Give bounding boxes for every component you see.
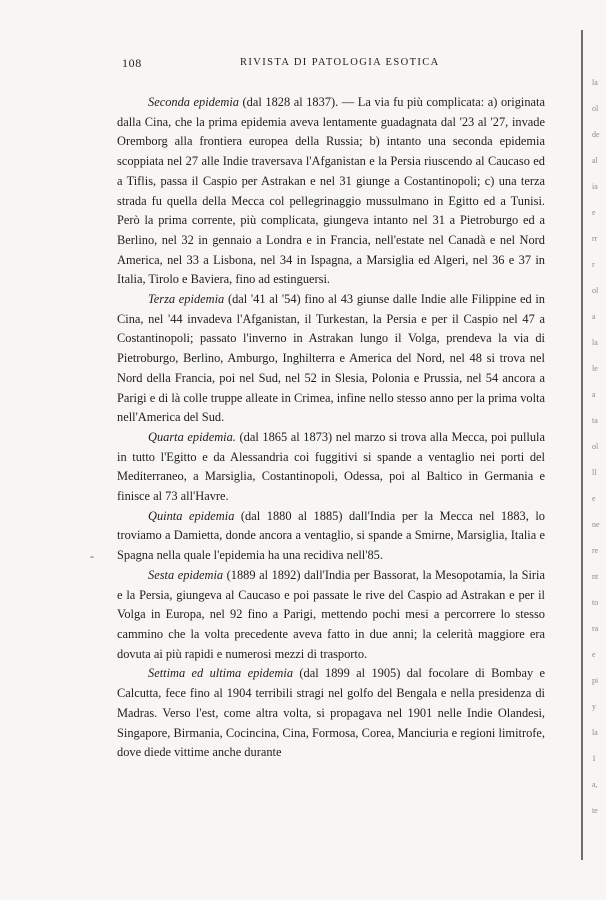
bleed-fragment: y [592, 702, 596, 711]
paragraph-lead: Seconda epidemia [148, 95, 239, 109]
bleed-fragment: la [592, 728, 598, 737]
running-title: RIVISTA DI PATOLOGIA ESOTICA [240, 57, 440, 68]
bleed-fragment: 1 [592, 754, 596, 763]
paragraph-terza-epidemia [117, 290, 545, 428]
paragraph-lead: Sesta epidemia [148, 567, 224, 582]
paragraph-settima-epidemia [117, 664, 545, 763]
paragraph-text: (dal 1899 al 1905) dal focolare di Bombay e Calcutta, fece fino al 1904 terribili stragi nel golfo del Bengala e nella presidenza di Madras. Verso l'est, come altra volta, si propagava nel 1901 nelle Indie Olandesi, Singapore, Birmania, Cocincina, Cina, Formosa, Corea, Manciuria e regioni limitrofe, dove diede vittime anche durante [117, 666, 545, 760]
paragraph-text: (dal 1828 al 1837). — La via fu più complicata: a) originata dalla Cina, che la prima epidemia aveva lentamente guadagnata dal '23 al '27, invade Oremborg alla frontiera europea della Russia; b) intanto una seconda epidemia scoppiata nel 27 alle Indie traversava l'Afganistan e la Persia riuscendo al Caucaso ed a Tiflis, passa il Caspio per Astrakan e nel 31 giunge a Costantinopoli; c) una terza strada fu quella della Mecca col pellegrinaggio mussulmano in Egitto ed a Tunisi. Però la prima corrente, più complicata, giungeva intanto nel 31 a Pietroburgo ed a Berlino, nel 32 in gennaio a Londra e in Francia, nell'estate nel Canadà e nel Nord America, nel 33 a Lisbona, nel 34 in Ispagna, a Marsiglia ed Algeri, nel 36 e 37 in Italia, Tirolo e Baviera, fino ad estinguersi. [117, 95, 545, 287]
bleed-fragment: nt [592, 572, 599, 581]
body-text [117, 93, 545, 763]
bleed-fragment: to [592, 598, 599, 607]
bleed-fragment: ol [592, 286, 599, 295]
paragraph-lead: Terza epidemia [148, 292, 225, 307]
bleed-fragment: re [592, 546, 599, 555]
paragraph-lead: Quarta epidemia. [148, 429, 236, 444]
page-number: 108 [122, 56, 142, 70]
bleed-fragment: le [592, 364, 598, 373]
margin-dash: - [90, 549, 94, 563]
paragraph-quarta-epidemia [117, 428, 545, 507]
bleed-fragment: al [592, 156, 598, 165]
paragraph-lead: Settima ed ultima epidemia [148, 666, 294, 681]
paragraph-sesta-epidemia [117, 566, 545, 665]
bleed-fragment: r [592, 260, 595, 269]
bleed-fragment: ta [592, 416, 598, 425]
bleed-fragment: te [592, 806, 598, 815]
page-edge-shadow [581, 30, 583, 860]
running-header [122, 56, 546, 72]
bleed-fragment: a [592, 312, 596, 321]
bleed-fragment: la [592, 338, 598, 347]
bleed-fragment: ra [592, 624, 599, 633]
bleed-fragment: la [592, 78, 598, 87]
bleed-fragment: ia [592, 182, 598, 191]
bleed-fragment: pi [592, 676, 599, 685]
bleed-fragment: de [592, 130, 600, 139]
paragraph-lead: Quinta epidemia [148, 508, 235, 523]
bleed-fragment: ne [592, 520, 600, 529]
bleed-fragment: ol [592, 442, 599, 451]
paragraph-text: (dal '41 al '54) fino al 43 giunse dalle Indie alle Filippine ed in Cina, nel '44 invadeva l'Afganistan, il Turkestan, la Persia e per il Caspio nel 47 a Costantinopoli; passato l'inverno in Astrakan lungo il Volga, prendeva la via di Pietroburgo, Berlino, Amburgo, Inghilterra e America del Nord, nel 48 si trova nel Nord della Francia, poi nel Sud, nel 52 in Slesia, Polonia e Prussia, nel 54 ancora a Parigi e di là colle truppe alleate in Crimea, infine nello stesso anno per la prima volta nell'America del Sud. [117, 292, 546, 425]
bleed-fragment: rr [592, 234, 598, 243]
bleed-fragment: a [592, 390, 596, 399]
paragraph-quinta-epidemia [117, 507, 545, 566]
opposite-page-bleed-through [592, 70, 606, 870]
paragraph-text: (dal 1880 al 1885) dall'India per la Mecca nel 1883, lo troviamo a Damietta, donde ancora a ventaglio, si spande a Smirne, Marsiglia, Italia e Spagna nella quale l'epidemia ha una recidiva nell'85. [117, 508, 545, 563]
bleed-fragment: e [592, 494, 596, 503]
bleed-fragment: e [592, 208, 596, 217]
paragraph-text: (1889 al 1892) dall'India per Bassorat, la Mesopotamia, la Siria e la Persia, giungeva al Caucaso e poi passate le rive del Caspio ad Astrakan e per il Volga in Europa, nel 92 fino a Parigi, mettendo pochi mesi a percorrere lo stesso cammino che la volta precedente aveva fatto in due anni; la celerità maggiore era dovuta ai più rapidi e numerosi mezzi di trasporto. [117, 567, 545, 661]
bleed-fragment: ol [592, 104, 599, 113]
bleed-fragment: ll [592, 468, 597, 477]
bleed-fragment: e [592, 650, 596, 659]
paragraph-seconda-epidemia [117, 93, 545, 290]
paragraph-text: (dal 1865 al 1873) nel marzo si trova alla Mecca, poi pullula in tutto l'Egitto e da Alessandria coi fuggitivi si spande a ventaglio nei porti del Mediterraneo, a Marsiglia, Costantinopoli, Odessa, poi al Baltico in Germania e finisce al 73 all'Havre. [117, 429, 545, 504]
bleed-fragment: a, [592, 780, 598, 789]
